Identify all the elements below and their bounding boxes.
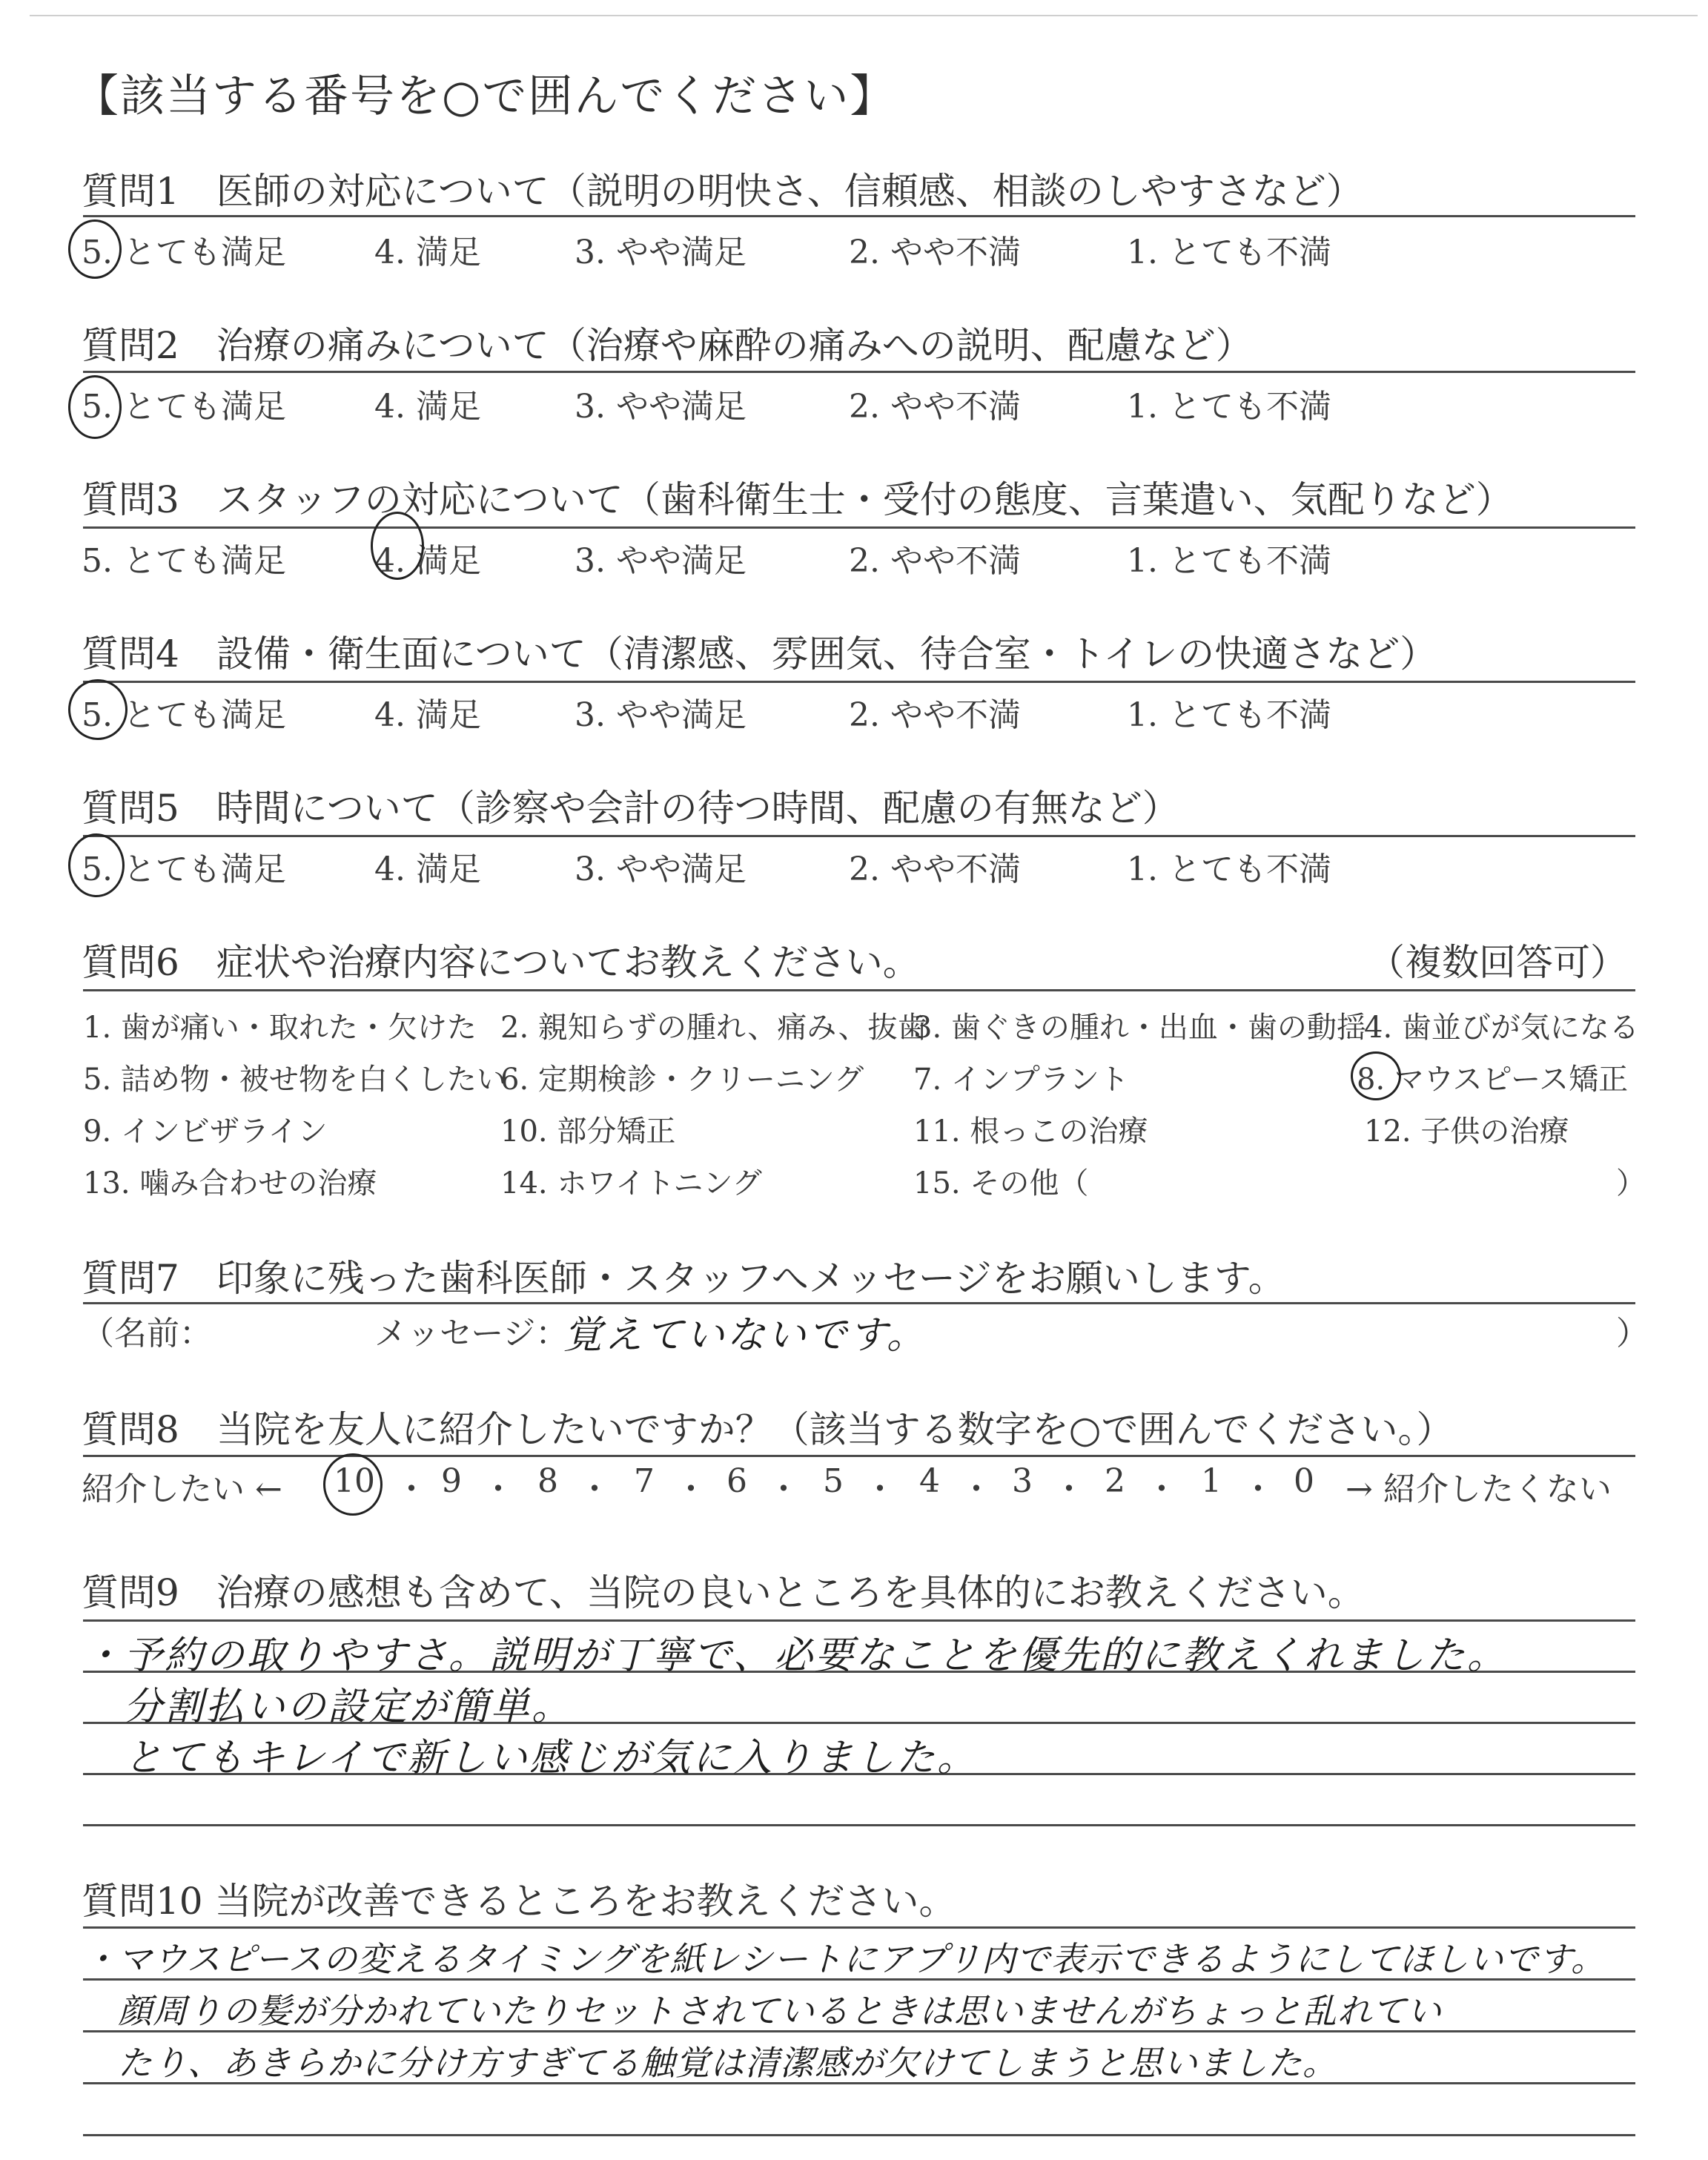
q6-option[interactable]: 12. 子供の治療 [1364,1114,1569,1149]
q8-separator: ・ [675,1470,707,1508]
q8-right-label: → 紹介したくない [1345,1470,1612,1508]
q9-answer-line[interactable]: とてもキレイで新しい感じが気に入りました。 [83,1736,978,1780]
q6-option[interactable]: 4. 歯並びが気になる [1364,1011,1639,1045]
q3-option-2[interactable]: 2. やや不満 [849,542,1021,580]
q1-option-4[interactable]: 4. 満足 [374,234,481,271]
q5-option-3[interactable]: 3. やや満足 [575,851,747,888]
q8-number[interactable]: 7 [634,1462,655,1500]
q1-option-2[interactable]: 2. やや不満 [849,234,1021,271]
q3-option-4[interactable]: 4. 満足 [374,542,481,580]
q6-option[interactable]: 15. その他（ [913,1166,1089,1200]
q1-option-5[interactable]: 5. とても満足 [82,234,286,271]
q4-option-5[interactable]: 5. とても満足 [82,696,286,734]
q8-number[interactable]: 6 [726,1462,747,1500]
q5-option-5[interactable]: 5. とても満足 [82,851,286,888]
q7-close-paren: ） [1616,1315,1649,1353]
q7-name-label: （名前： [82,1315,212,1353]
q3-option-5[interactable]: 5. とても満足 [82,542,286,580]
q8-separator: ・ [578,1470,611,1508]
q8-number[interactable]: 2 [1105,1462,1125,1500]
q8-number[interactable]: 10 [334,1462,375,1500]
q7-title: 質問7 印象に残った歯科医師・スタッフへメッセージをお願いします。 [82,1257,1285,1300]
q8-separator: ・ [864,1470,896,1508]
q2-selection-circle [68,375,122,439]
q2-title: 質問2 治療の痛みについて（治療や麻酔の痛みへの説明、配慮など） [82,324,1253,367]
q6-multiple-note: （複数回答可） [1368,941,1627,984]
q3-selection-circle [371,512,424,580]
q8-separator: ・ [767,1470,800,1508]
q5-option-4[interactable]: 4. 満足 [374,851,481,888]
q9-answer-line[interactable]: ・予約の取りやすさ。説明が丁寧で、必要なことを優先的に教えくれました。 [83,1634,1508,1678]
q10-title: 質問10 当院が改善できるところをお教えください。 [82,1880,956,1923]
q4-rule [83,681,1635,683]
q6-option[interactable]: 14. ホワイトニング [500,1166,762,1200]
q1-rule [83,215,1635,217]
q1-option-1[interactable]: 1. とても不満 [1127,234,1331,271]
q6-option[interactable]: 6. 定期検診・クリーニング [500,1063,864,1097]
q8-number[interactable]: 4 [919,1462,940,1500]
q8-number[interactable]: 3 [1012,1462,1033,1500]
q7-message-handwritten[interactable]: 覚えていないです。 [563,1313,927,1358]
q8-number[interactable]: 0 [1294,1462,1314,1500]
q2-option-2[interactable]: 2. やや不満 [849,388,1021,426]
q9-answer-line[interactable]: 分割払いの設定が簡単。 [83,1685,573,1729]
q4-option-4[interactable]: 4. 満足 [374,696,481,734]
q10-line [83,1926,1635,1929]
page-title: 【該当する番号を○で囲んでください】 [74,70,896,122]
q5-option-2[interactable]: 2. やや不満 [849,851,1021,888]
q8-separator: ・ [482,1470,514,1508]
q8-number[interactable]: 1 [1201,1462,1222,1500]
q5-option-1[interactable]: 1. とても不満 [1127,851,1331,888]
q10-answer-line[interactable]: ・マウスピースの変えるタイミングを紙レシートにアプリ内で表示できるようにしてほしいです。 [83,1939,1606,1979]
q8-number[interactable]: 8 [537,1462,558,1500]
q2-option-5[interactable]: 5. とても満足 [82,388,286,426]
q10-answer-line[interactable]: 顔周りの髪が分かれていたりセットされているときは思いませんがちょっと乱れてい [83,1991,1442,2031]
q5-title: 質問5 時間について（診察や会計の待つ時間、配慮の有無など） [82,787,1179,830]
q2-option-4[interactable]: 4. 満足 [374,388,481,426]
q3-rule [83,526,1635,529]
q3-option-1[interactable]: 1. とても不満 [1127,542,1331,580]
q6-option[interactable]: 3. 歯ぐきの腫れ・出血・歯の動揺 [913,1011,1366,1045]
q10-line [83,2134,1635,2136]
q2-option-1[interactable]: 1. とても不満 [1127,388,1331,426]
q3-option-3[interactable]: 3. やや満足 [575,542,747,580]
q4-title: 質問4 設備・衛生面について（清潔感、雰囲気、待合室・トイレの快適さなど） [82,633,1437,676]
q4-option-3[interactable]: 3. やや満足 [575,696,747,734]
scan-top-edge [30,15,1698,16]
q5-selection-circle [68,833,125,897]
q5-rule [83,835,1635,837]
q4-selection-circle [68,679,128,740]
q9-line [83,1824,1635,1826]
q1-title: 質問1 医師の対応について（説明の明快さ、信頼感、相談のしやすさなど） [82,170,1363,213]
q8-separator: ・ [960,1470,993,1508]
q1-selection-circle [68,219,122,279]
q8-number[interactable]: 5 [823,1462,844,1500]
q4-option-2[interactable]: 2. やや不満 [849,696,1021,734]
q6-rule [83,989,1635,991]
q8-separator: ・ [1242,1470,1274,1508]
q6-option[interactable]: 8. マウスピース矯正 [1357,1063,1629,1097]
q6-option[interactable]: 10. 部分矯正 [500,1114,676,1149]
q6-option[interactable]: 1. 歯が痛い・取れた・欠けた [83,1011,477,1045]
q6-title: 質問6 症状や治療内容についてお教えください。 [82,941,920,984]
q6-option[interactable]: 13. 噛み合わせの治療 [83,1166,377,1200]
q8-number[interactable]: 9 [441,1462,462,1500]
q8-selection-circle [323,1453,383,1516]
q6-option[interactable]: 9. インビザライン [83,1114,328,1149]
q8-separator: ・ [1145,1470,1178,1508]
q4-option-1[interactable]: 1. とても不満 [1127,696,1331,734]
q6-selection-circle [1351,1051,1401,1100]
q9-line [83,1619,1635,1622]
q8-separator: ・ [1053,1470,1085,1508]
q6-option[interactable]: 7. インプラント [913,1063,1129,1097]
q8-title: 質問8 当院を友人に紹介したいですか？（該当する数字を○で囲んでください。） [82,1408,1454,1451]
q8-rule [83,1455,1635,1457]
q2-option-3[interactable]: 3. やや満足 [575,388,747,426]
q6-option[interactable]: 11. 根っこの治療 [913,1114,1148,1149]
q10-answer-line[interactable]: たり、あきらかに分け方すぎてる触覚は清潔感が欠けてしまうと思いました。 [83,2043,1337,2083]
q2-rule [83,371,1635,373]
q8-left-label: 紹介したい ← [82,1470,282,1508]
q6-option[interactable]: 2. 親知らずの腫れ、痛み、抜歯 [500,1011,927,1045]
q9-title: 質問9 治療の感想も含めて、当院の良いところを具体的にお教えください。 [82,1571,1365,1614]
q8-separator: ・ [395,1470,428,1508]
q6-other-close-paren: ） [1616,1166,1646,1200]
q7-message-label: メッセージ： [374,1315,569,1353]
q3-title: 質問3 スタッフの対応について（歯科衛生士・受付の態度、言葉遣い、気配りなど） [82,478,1513,521]
q1-option-3[interactable]: 3. やや満足 [575,234,747,271]
q6-option[interactable]: 5. 詰め物・被せ物を白くしたい [83,1063,506,1097]
